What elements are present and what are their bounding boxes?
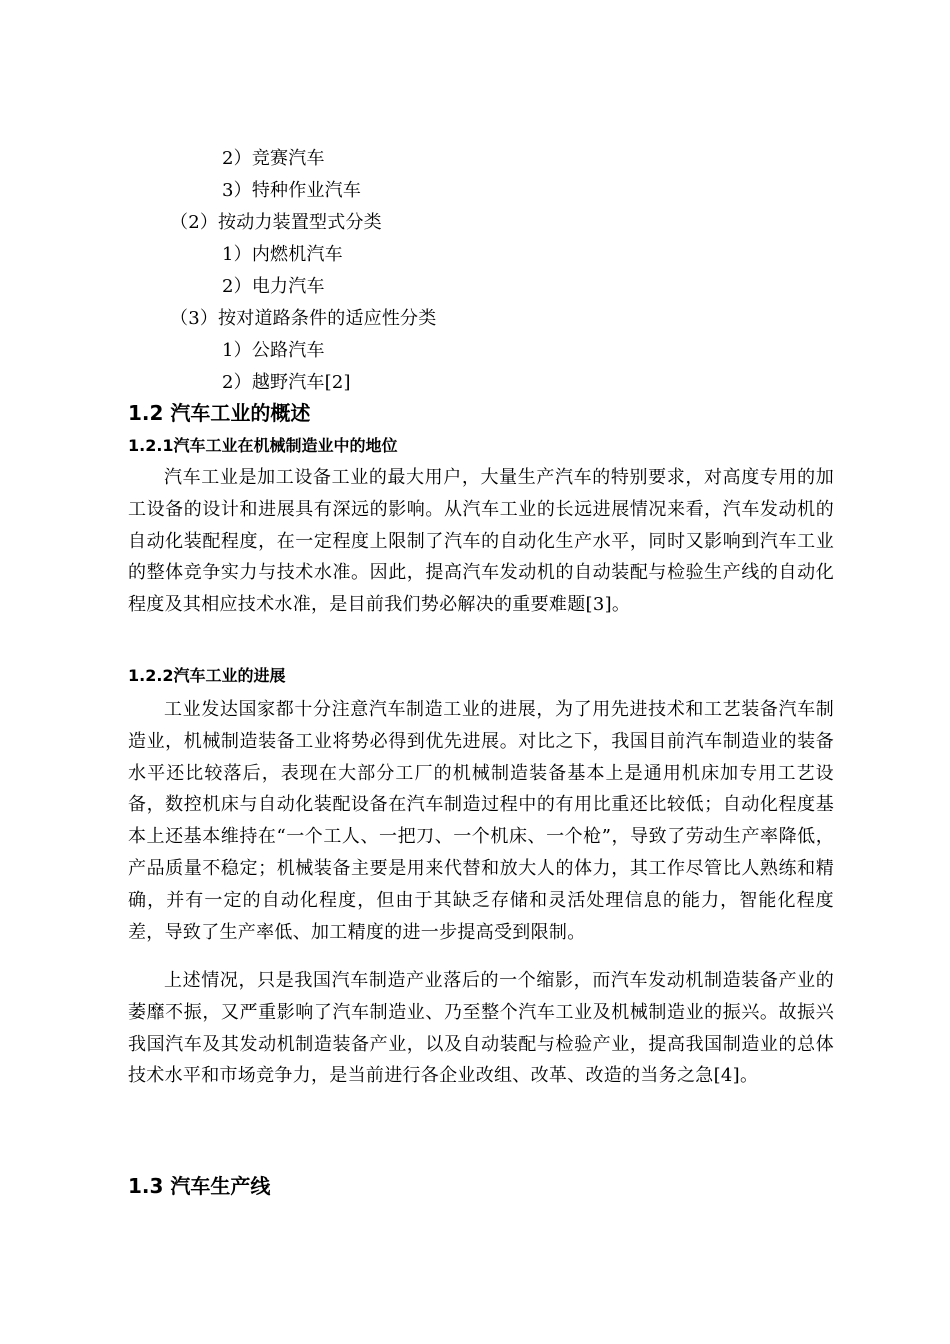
list-item-ice-vehicle: 1）内燃机汽车 (222, 244, 343, 265)
subsection-heading-1-2-1: 1.2.1汽车工业在机械制造业中的地位 (128, 436, 398, 455)
section-heading-1-3: 1.3 汽车生产线 (128, 1174, 271, 1198)
list-category-road-adaptability: （3）按对道路条件的适应性分类 (170, 308, 437, 329)
list-item-offroad-vehicle: 2）越野汽车[2] (222, 372, 351, 393)
paragraph-industry-position: 汽车工业是加工设备工业的最大用户，大量生产汽车的特别要求，对高度专用的加工设备的设计和进展具有深远的影响。从汽车工业的长远进展情况来看，汽车发动机的自动化装配程度，在一定程度上限制了汽车的自动化生产水平，同时又影响到汽车工业的整体竞争实力与技术水准。因此，提高汽车发动机的自动装配与检验生产线的自动化程度及其相应技术水准，是目前我们势必解决的重要难题[3]。 (128, 467, 834, 616)
list-item-special-vehicle: 3）特种作业汽车 (222, 180, 362, 201)
list-item-electric-vehicle: 2）电力汽车 (222, 276, 325, 297)
section-heading-1-2: 1.2 汽车工业的概述 (128, 401, 311, 425)
list-item-race-car: 2）竞赛汽车 (222, 148, 325, 169)
paragraph-industry-revival: 上述情况，只是我国汽车制造产业落后的一个缩影，而汽车发动机制造装备产业的萎靡不振，又严重影响了汽车制造业、乃至整个汽车工业及机械制造业的振兴。故振兴我国汽车及其发动机制造装备产业，以及自动装配与检验产业，提高我国制造业的总体技术水平和市场竞争力，是当前进行各企业改组、改革、改造的当务之急[4]。 (128, 970, 834, 1087)
subsection-heading-1-2-2: 1.2.2汽车工业的进展 (128, 666, 286, 685)
list-item-highway-vehicle: 1）公路汽车 (222, 340, 325, 361)
list-category-power-unit: （2）按动力装置型式分类 (170, 212, 382, 233)
paragraph-industry-development: 工业发达国家都十分注意汽车制造工业的进展，为了用先进技术和工艺装备汽车制造业，机械制造装备工业将势必得到优先进展。对比之下，我国目前汽车制造业的装备水平还比较落后，表现在大部分工厂的机械制造装备基本上是通用机床加专用工艺设备，数控机床与自动化装配设备在汽车制造过程中的有用比重还比较低；自动化程度基本上还基本维持在“一个工人、一把刀、一个机床、一个枪”，导致了劳动生产率降低，产品质量不稳定；机械装备主要是用来代替和放大人的体力，其工作尽管比人熟练和精确，并有一定的自动化程度，但由于其缺乏存储和灵活处理信息的能力，智能化程度差，导致了生产率低、加工精度的进一步提高受到限制。 (128, 699, 834, 943)
